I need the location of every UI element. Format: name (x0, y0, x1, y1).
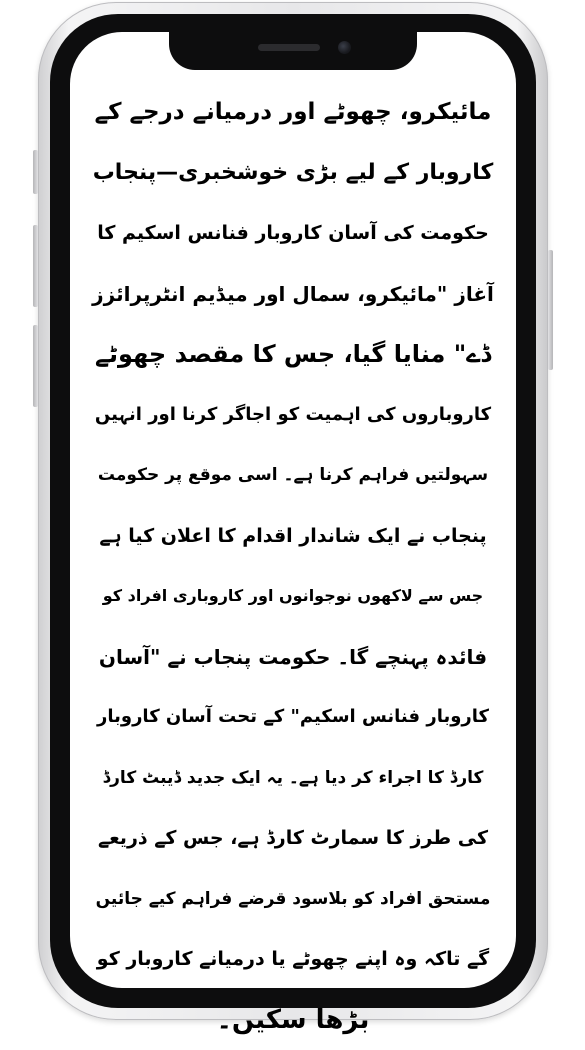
article-line: مائیکرو، چھوٹے اور درمیانے درجے کے (92, 82, 494, 143)
article-line: سہولتیں فراہم کرنا ہے۔ اسی موقع پر حکومت (92, 445, 494, 506)
phone-notch (169, 32, 417, 70)
article-line: بڑھا سکیں۔ (92, 990, 494, 1050)
speaker-grille-icon (258, 44, 320, 51)
article-line: کاروبار فنانس اسکیم" کے تحت آسان کاروبار (92, 687, 494, 748)
article-line: ڈے" منایا گیا، جس کا مقصد چھوٹے (92, 324, 494, 385)
phone-mockup (38, 2, 548, 1020)
power-button (548, 250, 553, 370)
silent-switch (33, 150, 38, 194)
article-line: کاروباروں کی اہمیت کو اجاگر کرنا اور انہیں (92, 385, 494, 446)
front-camera-icon (338, 41, 351, 54)
article-line: کی طرز کا سمارٹ کارڈ ہے، جس کے ذریعے (92, 808, 494, 869)
article-line: آغاز "مائیکرو، سمال اور میڈیم انٹرپرائزز (92, 264, 494, 325)
article-line: گے تاکہ وہ اپنے چھوٹے یا درمیانے کاروبار کو (92, 929, 494, 990)
article-text (92, 82, 494, 1050)
article-line: کارڈ کا اجراء کر دیا ہے۔ یہ ایک جدید ڈیبٹ کارڈ (92, 748, 494, 809)
phone-bezel (50, 14, 536, 1008)
volume-up-button (33, 225, 38, 307)
article-line: کاروبار کے لیے بڑی خوشخبری—پنجاب (92, 143, 494, 204)
article-line: فائدہ پہنچے گا۔ حکومت پنجاب نے "آسان (92, 627, 494, 688)
article-line: جس سے لاکھوں نوجوانوں اور کاروباری افراد کو (92, 566, 494, 627)
phone-screen (70, 32, 516, 988)
article-line: مستحق افراد کو بلاسود قرضے فراہم کیے جائیں (92, 869, 494, 930)
article-line: پنجاب نے ایک شاندار اقدام کا اعلان کیا ہے (92, 506, 494, 567)
volume-down-button (33, 325, 38, 407)
article-line: حکومت کی آسان کاروبار فنانس اسکیم کا (92, 203, 494, 264)
